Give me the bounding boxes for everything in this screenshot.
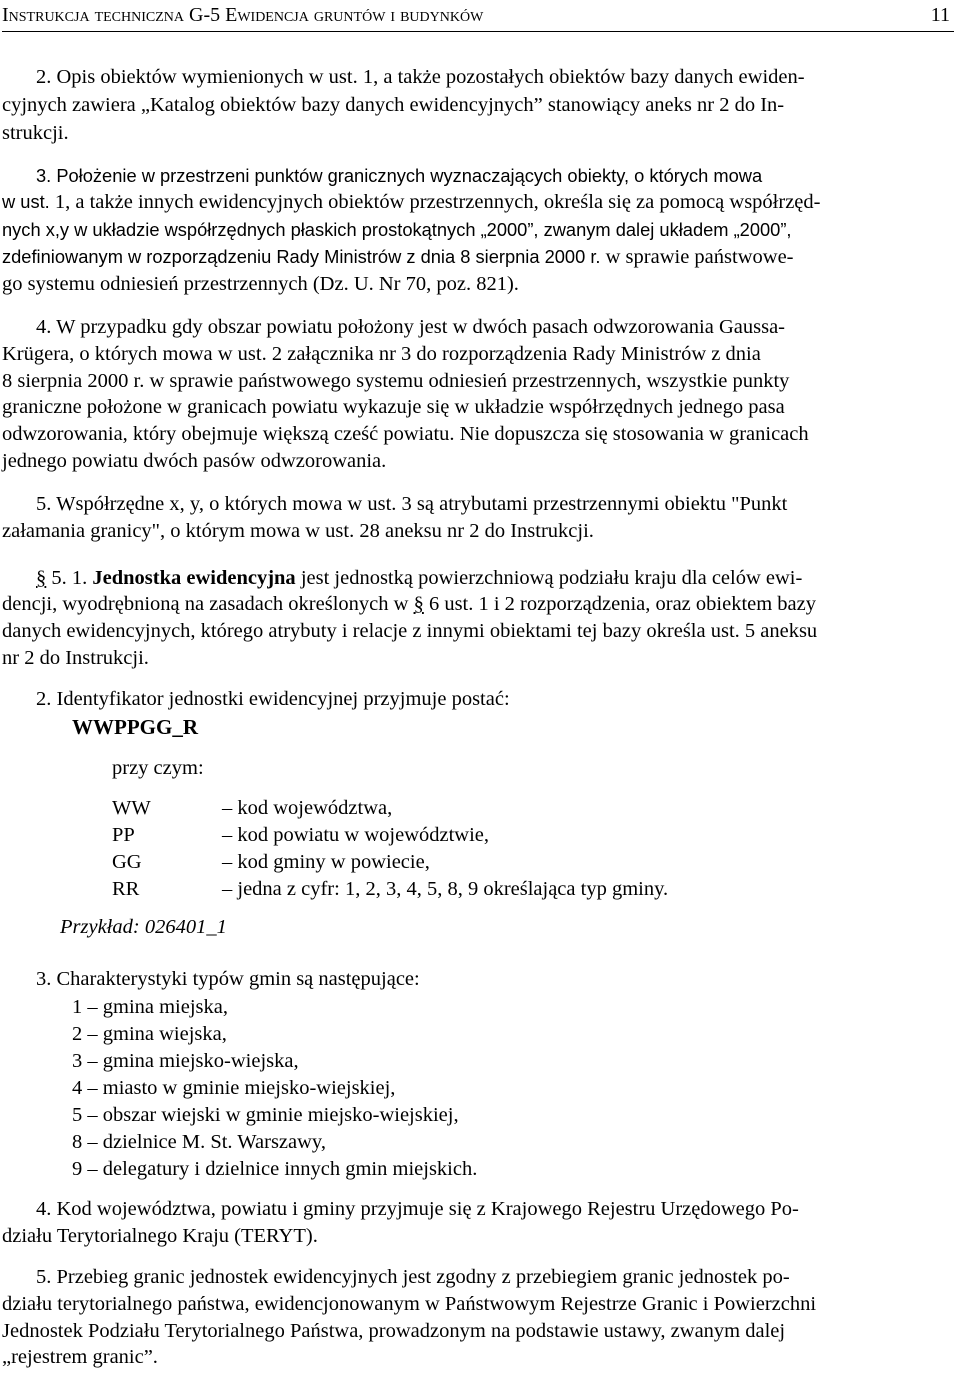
gmina-type-item: 3 – gmina miejsko-wiejska, [72,1050,299,1072]
section-5-line-4: nr 2 do Instrukcji. [2,647,149,669]
section-symbol: § [36,567,47,589]
gmina-type-item: 2 – gmina wiejska, [72,1023,227,1045]
para-3-line-4: zdefiniowanym w rozporządzeniu Rady Ministrów z dnia 8 sierpnia 2000 r. w sprawie państwowe- [2,246,794,268]
gmina-type-item: 1 – gmina miejska, [72,996,229,1018]
gmina-type-item: 8 – dzielnice M. St. Warszawy, [72,1131,326,1153]
section-5-line-2: dencji, wyodrębnioną na zasadach określonych w § 6 ust. 1 i 2 rozporządzenia, oraz obiektem bazy [2,593,817,615]
section-5-5-line-4: „rejestrem granic”. [2,1346,158,1368]
para-3-line-3: nych x,y w układzie współrzędnych płaskich prostokątnych „2000”, zwanym dalej układem „2000”, [2,219,792,240]
code-term: PP [112,824,135,846]
code-term: GG [112,851,142,873]
code-term: WW [112,797,151,819]
para-3-line-2: w ust. 1, a także innych ewidencyjnych obiektów przestrzennych, określa się za pomocą współrzęd- [2,191,821,213]
code-description: – kod powiatu w województwie, [222,824,490,846]
section-5-5-line-2: działu terytorialnego państwa, ewidencjonowanym w Państwowym Rejestrze Granic i Powierzchni [2,1293,817,1315]
section-5-2-line-1: 2. Identyfikator jednostki ewidencyjnej przyjmuje postać: [36,688,510,710]
identifier-format: WWPPGG_R [72,715,198,739]
gmina-type-item: 5 – obszar wiejski w gminie miejsko-wiejskiej, [72,1104,459,1126]
section-5-5-line-3: Jednostek Podziału Terytorialnego Państwa, prowadzonym na podstawie ustawy, zwanym dalej [2,1320,786,1342]
header-title: Instrukcja techniczna G-5 Ewidencja gruntów i budynków [2,4,484,26]
codes-intro: przy czym: [112,757,204,779]
para-5-line-2: załamania granicy", o którym mowa w ust. 28 aneksu nr 2 do Instrukcji. [2,520,594,542]
code-term: RR [112,878,140,900]
para-4-line-5: odwzorowania, który obejmuje większą cześć powiatu. Nie dopuszcza się stosowania w granicach [2,423,809,445]
para-4-line-1: 4. W przypadku gdy obszar powiatu położony jest w dwóch pasach odwzorowania Gaussa- [36,316,786,338]
code-description: – kod województwa, [222,797,393,819]
section-5-4-line-2: działu Terytorialnego Kraju (TERYT). [2,1225,318,1247]
para-2-line-1: 2. Opis obiektów wymienionych w ust. 1, a także pozostałych obiektów bazy danych ewiden- [36,66,805,88]
para-4-line-3: 8 sierpnia 2000 r. w sprawie państwowego systemu odniesień przestrzennych, wszystkie punkty [2,370,790,392]
para-4-line-4: graniczne położone w granicach powiatu wykazuje się w układzie współrzędnych jednego pasa [2,396,785,418]
section-5-3-line-1: 3. Charakterystyki typów gmin są następujące: [36,968,420,990]
code-description: – jedna z cyfr: 1, 2, 3, 4, 5, 8, 9 określająca typ gminy. [222,878,669,900]
gmina-type-item: 4 – miasto w gminie miejsko-wiejskiej, [72,1077,396,1099]
para-3-line-1: 3. Położenie w przestrzeni punktów granicznych wyznaczających obiekty, o których mowa [36,165,763,186]
section-5-5-line-1: 5. Przebieg granic jednostek ewidencyjnych jest zgodny z przebiegiem granic jednostek po- [36,1266,790,1288]
para-2-line-3: strukcji. [2,122,69,144]
page-number: 11 [930,4,950,26]
para-4-line-6: jednego powiatu dwóch pasów odwzorowania. [2,450,387,472]
page-header [2,3,954,32]
gmina-type-item: 9 – delegatury i dzielnice innych gmin miejskich. [72,1158,478,1180]
section-number: 5. 1. [51,567,88,589]
identifier-example: Przykład: 026401_1 [60,916,227,938]
section-5-line-3: danych ewidencyjnych, którego atrybuty i relacje z innymi obiektami tej bazy określa ust. 5 aneksu [2,620,818,642]
section-5-line-1: § 5. 1. Jednostka ewidencyjna jest jednostką powierzchniową podziału kraju dla celów ewi- [36,567,803,589]
defined-term: Jednostka ewidencyjna [92,567,296,589]
para-4-line-2: Krügera, o których mowa w ust. 2 załącznika nr 3 do rozporządzenia Rady Ministrów z dnia [2,343,761,365]
para-5-line-1: 5. Współrzędne x, y, o których mowa w ust. 3 są atrybutami przestrzennymi obiektu "Punkt [36,493,788,515]
section-symbol: § [413,593,424,615]
para-2-line-2: cyjnych zawiera „Katalog obiektów bazy danych ewidencyjnych” stanowiący aneks nr 2 do In- [2,94,785,116]
section-5-4-line-1: 4. Kod województwa, powiatu i gminy przyjmuje się z Krajowego Rejestru Urzędowego Po- [36,1198,799,1220]
code-description: – kod gminy w powiecie, [222,851,430,873]
para-3-line-5: go systemu odniesień przestrzennych (Dz. U. Nr 70, poz. 821). [2,273,519,295]
